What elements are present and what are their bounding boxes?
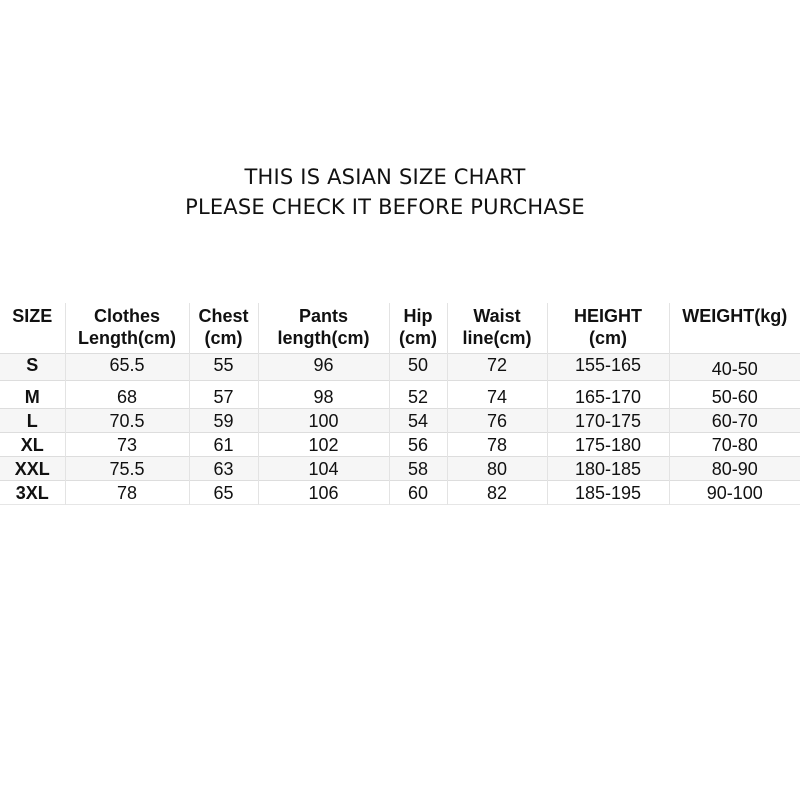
chest-cell: 55: [189, 354, 258, 381]
table-row: [0, 354, 800, 381]
header-clothes-length-line-2: Length(cm): [78, 328, 176, 348]
header-hip-line-2: (cm): [398, 328, 437, 348]
waist-cell: 76: [447, 409, 547, 433]
header-waist-line-1: Waist: [473, 306, 521, 326]
hip-cell: 56: [389, 433, 447, 457]
pants-length-cell: 106: [258, 481, 389, 505]
weight-cell: 90-100: [669, 481, 800, 505]
header-height: [547, 303, 669, 354]
hip-cell: 52: [389, 381, 447, 409]
pants-length-cell: 100: [258, 409, 389, 433]
size-cell: 3XL: [15, 482, 49, 503]
clothes-length-cell: 73: [65, 433, 189, 457]
header-height-line-2: (cm): [588, 328, 627, 348]
clothes-length-cell: 70.5: [65, 409, 189, 433]
header-pants-length: [258, 303, 389, 354]
table-row: [0, 433, 800, 457]
header-weight: [669, 303, 800, 354]
clothes-length-cell: 78: [65, 481, 189, 505]
waist-cell: 74: [447, 381, 547, 409]
weight-cell: 50-60: [669, 381, 800, 409]
height-cell: 170-175: [547, 409, 669, 433]
header-size-label: SIZE: [12, 306, 53, 326]
weight-cell: 60-70: [669, 409, 800, 433]
height-cell: 180-185: [547, 457, 669, 481]
height-cell: 155-165: [547, 354, 669, 381]
waist-cell: 80: [447, 457, 547, 481]
notice-line-1: THIS IS ASIAN SIZE CHART: [244, 165, 526, 189]
header-chest-line-2: (cm): [204, 328, 243, 348]
pants-length-cell: 104: [258, 457, 389, 481]
header-pants-length-line-1: Pants: [298, 306, 349, 326]
clothes-length-cell: 75.5: [65, 457, 189, 481]
hip-cell: 60: [389, 481, 447, 505]
hip-cell: 58: [389, 457, 447, 481]
header-chest: [189, 303, 258, 354]
table-row: [0, 457, 800, 481]
clothes-length-cell: 68: [65, 381, 189, 409]
chest-cell: 61: [189, 433, 258, 457]
chest-cell: 59: [189, 409, 258, 433]
waist-cell: 78: [447, 433, 547, 457]
height-cell: 165-170: [547, 381, 669, 409]
notice-line-2: PLEASE CHECK IT BEFORE PURCHASE: [185, 195, 585, 219]
header-height-line-1: HEIGHT: [573, 306, 642, 326]
table-header-row: [0, 303, 800, 354]
size-chart-table: [0, 303, 800, 505]
header-chest-line-1: Chest: [198, 306, 249, 326]
pants-length-cell: 102: [258, 433, 389, 457]
weight-cell: 70-80: [669, 433, 800, 457]
table-row: [0, 409, 800, 433]
pants-length-cell: 98: [258, 381, 389, 409]
chest-cell: 57: [189, 381, 258, 409]
waist-cell: 72: [447, 354, 547, 381]
size-cell: S: [0, 354, 65, 381]
header-waist-line-2: line(cm): [462, 328, 532, 348]
header-size: [0, 303, 65, 354]
size-cell: XXL: [0, 457, 65, 481]
size-cell: XL: [20, 434, 44, 455]
header-hip-line-1: Hip: [403, 306, 433, 326]
weight-cell: 80-90: [669, 457, 800, 481]
header-waist-line: [447, 303, 547, 354]
size-chart-notice: [0, 162, 770, 222]
height-cell: 175-180: [547, 433, 669, 457]
table-row: [0, 381, 800, 409]
hip-cell: 50: [389, 354, 447, 381]
header-weight-label: WEIGHT(kg): [682, 306, 788, 326]
chest-cell: 63: [189, 457, 258, 481]
pants-length-cell: 96: [258, 354, 389, 381]
header-clothes-length: [65, 303, 189, 354]
size-cell: M: [24, 387, 40, 407]
waist-cell: 82: [447, 481, 547, 505]
header-clothes-length-line-1: Clothes: [93, 306, 160, 326]
table-row: [0, 481, 800, 505]
header-pants-length-line-2: length(cm): [277, 328, 370, 348]
chest-cell: 65: [189, 481, 258, 505]
size-cell: L: [0, 409, 65, 433]
hip-cell: 54: [389, 409, 447, 433]
weight-cell: 40-50: [669, 354, 800, 381]
header-hip: [389, 303, 447, 354]
height-cell: 185-195: [547, 481, 669, 505]
clothes-length-cell: 65.5: [65, 354, 189, 381]
